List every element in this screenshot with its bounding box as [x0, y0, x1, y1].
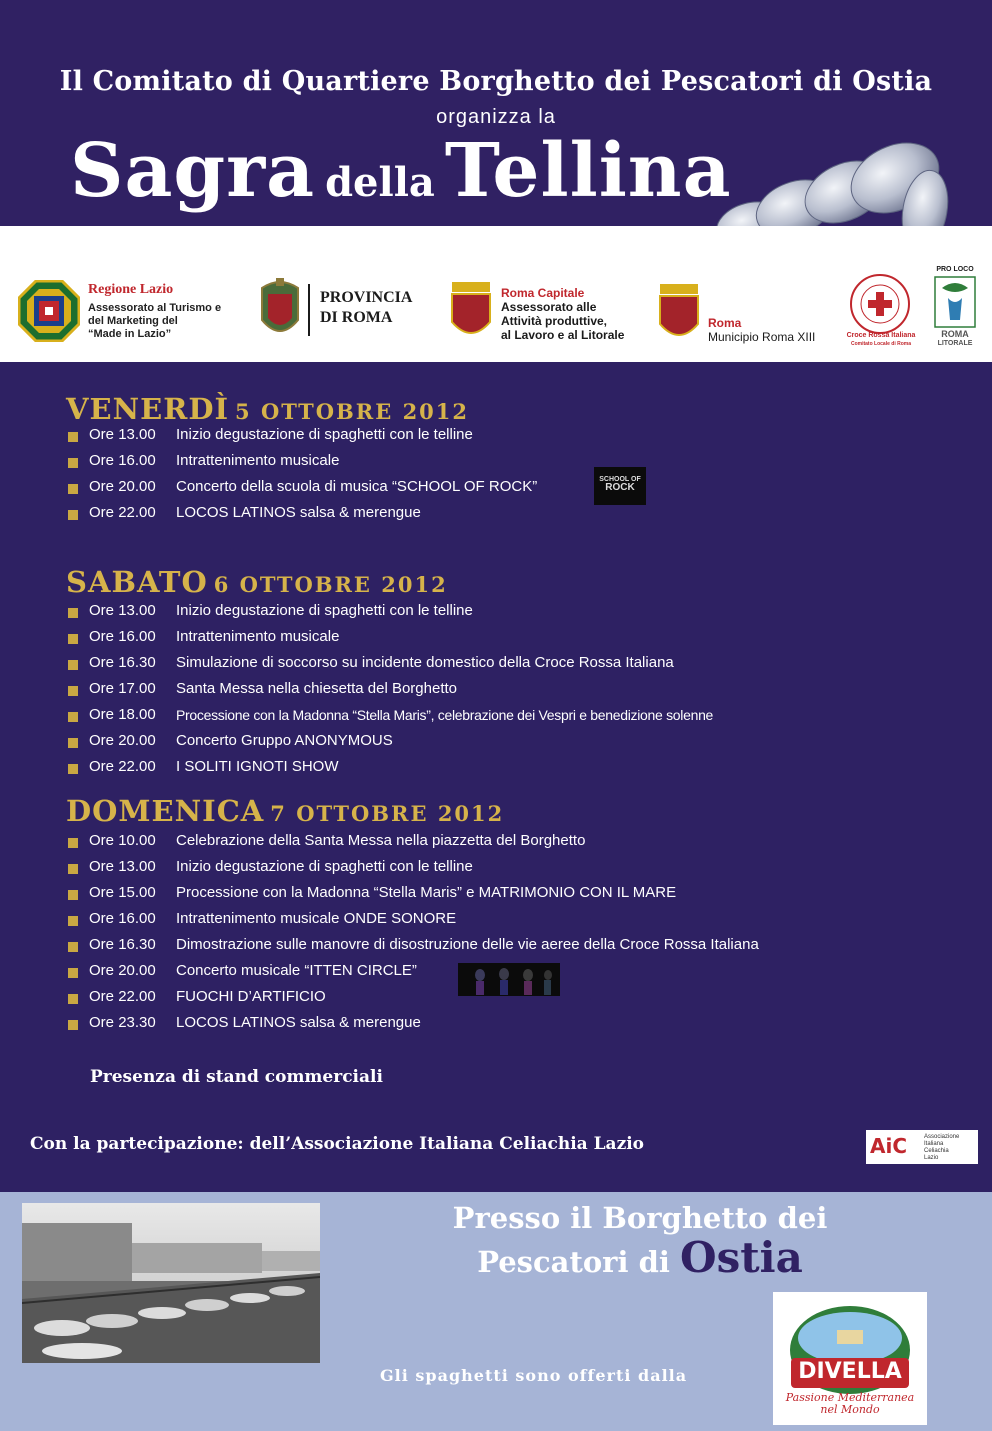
- event-time: 16.00: [118, 910, 156, 927]
- day-heading-saturday: [66, 565, 448, 599]
- event-text: Santa Messa nella chiesetta del Borghetto: [176, 680, 458, 697]
- municipio-line1: Municipio Roma XIII: [708, 330, 816, 344]
- event-text: Intrattenimento musicale: [176, 452, 340, 469]
- day-heading-friday: [66, 392, 469, 426]
- event-time: 22.00: [118, 988, 156, 1005]
- regione-line2: del Marketing del: [88, 315, 178, 327]
- ore-label: Ore: [89, 988, 115, 1005]
- bullet-square-icon: [68, 660, 78, 670]
- ore-label: Ore: [89, 654, 115, 671]
- organizes-line: organizza la: [436, 106, 556, 128]
- venue-line2-text: Pescatori di: [477, 1245, 670, 1279]
- ore-label: Ore: [89, 504, 115, 521]
- pro-loco-top: PRO LOCO: [936, 266, 974, 273]
- event-time: 13.00: [118, 426, 156, 443]
- event-time: 15.00: [118, 884, 156, 901]
- bullet-square-icon: [68, 510, 78, 520]
- event-text: Intrattenimento musicale ONDE SONORE: [176, 910, 457, 927]
- bullet-square-icon: [68, 764, 78, 774]
- event-text: Simulazione di soccorso su incidente domestico della Croce Rossa Italiana: [176, 654, 674, 671]
- stand-notice: Presenza di stand commerciali: [90, 1067, 383, 1087]
- regione-line3: “Made in Lazio”: [88, 328, 172, 340]
- school-of-rock-line2: ROCK: [605, 482, 635, 493]
- pro-loco-sub: LITORALE: [937, 340, 973, 347]
- provincia-line2: DI ROMA: [320, 309, 393, 326]
- day-name: SABATO: [66, 565, 208, 599]
- event-text: Dimostrazione sulle manovre di disostruzione delle vie aeree della Croce Rossa Italiana: [176, 936, 759, 953]
- ore-label: Ore: [89, 732, 115, 749]
- event-time: 20.00: [118, 732, 156, 749]
- pro-loco-name: ROMA: [941, 329, 969, 339]
- event-time: 22.00: [118, 758, 156, 775]
- bullet-square-icon: [68, 916, 78, 926]
- event-time: 13.00: [118, 602, 156, 619]
- day-name: VENERDÌ: [66, 392, 230, 426]
- roma-capitale-line2: Attività produttive,: [501, 314, 608, 328]
- ore-label: Ore: [89, 452, 115, 469]
- municipio-crest-icon: [656, 282, 702, 346]
- municipio-text: [708, 316, 815, 344]
- regione-line1: Assessorato al Turismo e: [88, 302, 222, 314]
- event-time: 20.00: [118, 478, 156, 495]
- pro-loco-emblem-icon: [934, 276, 976, 328]
- ore-label: Ore: [89, 936, 115, 953]
- day-date: 5 OTTOBRE 2012: [235, 399, 470, 424]
- bullet-square-icon: [68, 458, 78, 468]
- regione-lazio-text: [88, 282, 221, 341]
- aic-line1: Associazione: [924, 1134, 960, 1140]
- divella-slogan: [773, 1392, 927, 1416]
- event-time: 18.00: [118, 706, 156, 723]
- provincia-line1: PROVINCIA: [320, 289, 413, 306]
- croce-rossa-emblem-icon: [848, 272, 912, 336]
- bullet-square-icon: [68, 634, 78, 644]
- spaghetti-offer-line: Gli spaghetti sono offerti dalla: [380, 1366, 688, 1385]
- regione-lazio-name: Regione Lazio: [88, 282, 174, 297]
- event-text: LOCOS LATINOS salsa & merengue: [176, 1014, 421, 1031]
- aic-name: AiC: [870, 1134, 908, 1158]
- day-date: 6 OTTOBRE 2012: [213, 572, 448, 597]
- roma-capitale-name: Roma Capitale: [501, 286, 585, 300]
- event-time: 10.00: [118, 832, 156, 849]
- croce-rossa-name: Croce Rossa Italiana: [846, 332, 916, 339]
- event-time: 20.00: [118, 962, 156, 979]
- school-of-rock-logo: [594, 467, 646, 505]
- bullet-square-icon: [68, 1020, 78, 1030]
- event-text: Inizio degustazione di spaghetti con le telline: [176, 858, 473, 875]
- bullet-square-icon: [68, 432, 78, 442]
- aic-line3: Celiachia: [924, 1148, 949, 1154]
- ore-label: Ore: [89, 478, 115, 495]
- event-text: Celebrazione della Santa Messa nella piazzetta del Borghetto: [176, 832, 586, 849]
- event-text: FUOCHI D’ARTIFICIO: [176, 988, 326, 1005]
- event-time: 23.30: [118, 1014, 156, 1031]
- event-time: 22.00: [118, 504, 156, 521]
- school-of-rock-line1: SCHOOL OF: [599, 476, 641, 483]
- itten-circle-band-photo: [458, 963, 560, 996]
- municipio-name: Roma: [708, 316, 742, 330]
- bullet-square-icon: [68, 712, 78, 722]
- title-tellina: Tellina: [444, 128, 732, 214]
- event-text: Concerto Gruppo ANONYMOUS: [176, 732, 393, 749]
- bullet-square-icon: [68, 738, 78, 748]
- bullet-square-icon: [68, 838, 78, 848]
- event-text: Processione con la Madonna “Stella Maris” e MATRIMONIO CON IL MARE: [176, 884, 677, 901]
- title-sagra: Sagra: [70, 128, 316, 214]
- venue-line1: Presso il Borghetto dei: [452, 1201, 828, 1235]
- event-text: Inizio degustazione di spaghetti con le telline: [176, 426, 473, 443]
- aic-line2: Italiana: [924, 1141, 944, 1147]
- title-della: della: [325, 159, 435, 206]
- aic-line4: Lazio: [924, 1155, 939, 1161]
- croce-rossa-sub: Comitato Locale di Roma: [850, 341, 911, 347]
- divella-name: DIVELLA: [798, 1359, 902, 1384]
- ore-label: Ore: [89, 426, 115, 443]
- aic-logo: [866, 1130, 978, 1164]
- event-text: I SOLITI IGNOTI SHOW: [176, 758, 339, 775]
- organizer-line: Il Comitato di Quartiere Borghetto dei Pescatori di Ostia: [59, 66, 933, 97]
- ore-label: Ore: [89, 628, 115, 645]
- provincia-roma-crest-icon: [256, 276, 304, 344]
- event-time: 16.00: [118, 628, 156, 645]
- venue-ostia: Ostia: [679, 1233, 803, 1282]
- bullet-square-icon: [68, 686, 78, 696]
- ore-label: Ore: [89, 884, 115, 901]
- event-time: 13.00: [118, 858, 156, 875]
- bullet-square-icon: [68, 994, 78, 1004]
- bullet-square-icon: [68, 942, 78, 952]
- sponsor-logos-band: [0, 226, 992, 362]
- bullet-square-icon: [68, 890, 78, 900]
- roma-capitale-line1: Assessorato alle: [501, 300, 597, 314]
- divella-logo: [773, 1292, 927, 1425]
- provincia-roma-text: [320, 288, 412, 328]
- roma-capitale-text: [501, 286, 624, 342]
- ore-label: Ore: [89, 758, 115, 775]
- borghetto-harbour-photo: [22, 1203, 320, 1363]
- bullet-square-icon: [68, 484, 78, 494]
- venue-line2: [340, 1233, 940, 1284]
- event-text: LOCOS LATINOS salsa & merengue: [176, 504, 421, 521]
- participation-line: Con la partecipazione: dell’Associazione Italiana Celiachia Lazio: [30, 1134, 645, 1154]
- croce-rossa-caption: [836, 332, 926, 348]
- ore-label: Ore: [89, 832, 115, 849]
- event-text: Concerto musicale “ITTEN CIRCLE”: [176, 962, 417, 979]
- provincia-divider: [308, 284, 310, 336]
- event-text: Intrattenimento musicale: [176, 628, 340, 645]
- divella-slogan2: nel Mondo: [820, 1403, 880, 1416]
- event-text: Concerto della scuola di musica “SCHOOL OF ROCK”: [176, 478, 538, 495]
- event-text: Inizio degustazione di spaghetti con le telline: [176, 602, 473, 619]
- roma-capitale-line3: al Lavoro e al Litorale: [501, 328, 625, 342]
- event-time: 16.00: [118, 452, 156, 469]
- day-date: 7 OTTOBRE 2012: [270, 801, 505, 826]
- divella-slogan1: Passione Mediterranea: [785, 1391, 915, 1404]
- roma-capitale-crest-icon: [448, 280, 494, 344]
- aic-subtext: [924, 1134, 959, 1162]
- day-name: DOMENICA: [66, 794, 265, 828]
- event-time: 16.30: [118, 936, 156, 953]
- bullet-square-icon: [68, 968, 78, 978]
- venue-block: [340, 1200, 940, 1284]
- ore-label: Ore: [89, 680, 115, 697]
- ore-label: Ore: [89, 910, 115, 927]
- ore-label: Ore: [89, 858, 115, 875]
- event-time: 16.30: [118, 654, 156, 671]
- event-text: Processione con la Madonna “Stella Maris”, celebrazione dei Vespri e benedizione solenne: [176, 707, 714, 723]
- ore-label: Ore: [89, 962, 115, 979]
- ore-label: Ore: [89, 706, 115, 723]
- ore-label: Ore: [89, 1014, 115, 1031]
- regione-lazio-emblem-icon: [18, 280, 80, 342]
- pro-loco-text: [934, 330, 976, 348]
- ore-label: Ore: [89, 602, 115, 619]
- event-time: 17.00: [118, 680, 156, 697]
- bullet-square-icon: [68, 864, 78, 874]
- day-heading-sunday: [66, 794, 504, 828]
- bullet-square-icon: [68, 608, 78, 618]
